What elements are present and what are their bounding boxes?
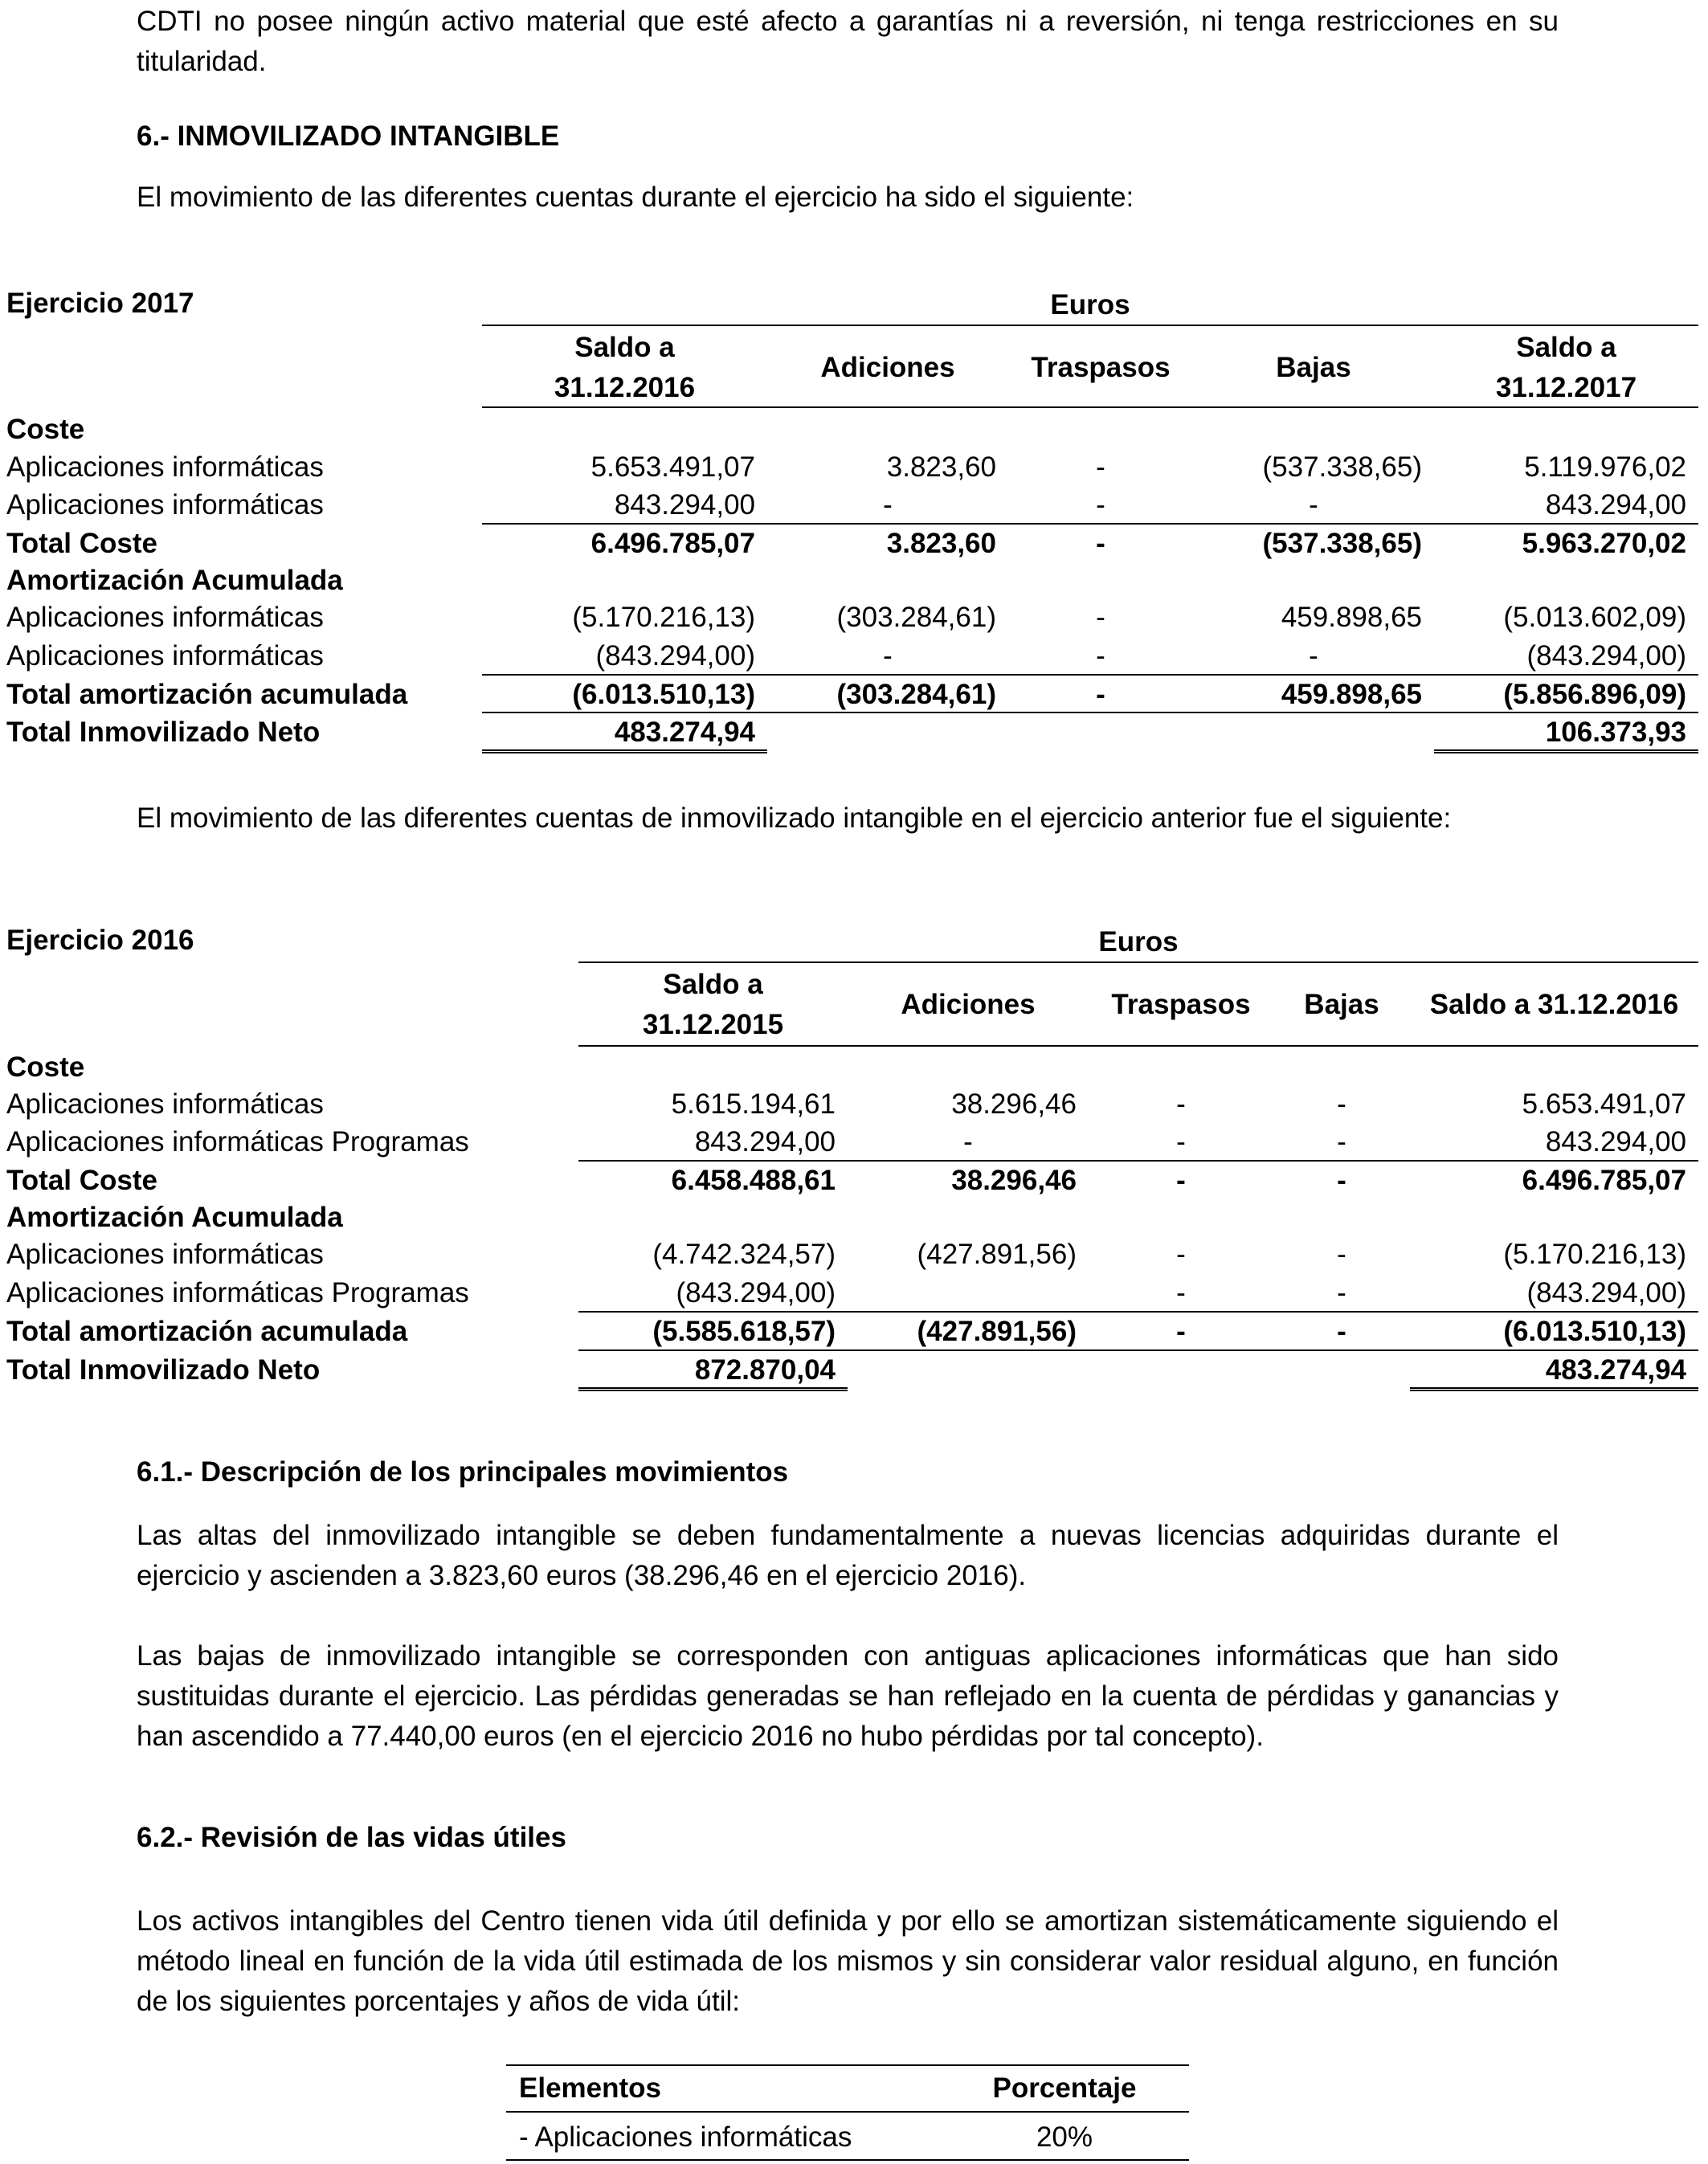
table-2017-row-label: Aplicaciones informáticas — [6, 451, 324, 483]
table-2016-cell: - — [1337, 1088, 1346, 1120]
between-paragraph: El movimiento de las diferentes cuentas de inmovilizado intangible en el ejercicio anterior fue el siguiente: — [137, 802, 1452, 834]
table-2017-cell: 5.963.270,02 — [1522, 528, 1686, 559]
table-2017-col1-line1: Saldo a — [574, 332, 675, 363]
table-2016-row-label: Aplicaciones informáticas — [6, 1239, 324, 1270]
table-2016-col-disposals: Bajas — [1304, 989, 1379, 1020]
table-2016-cell: (427.891,56) — [917, 1316, 1077, 1347]
table-2016-cell: 6.458.488,61 — [671, 1165, 836, 1196]
intro-paragraph: CDTI no posee ningún activo material que esté afecto a garantías ni a reversión, ni tenga restricciones en su titularidad. — [137, 6, 1559, 77]
table-2017-total-rule — [482, 712, 1698, 713]
life-table-top-rule — [506, 2064, 1189, 2066]
table-2017-cell: 843.294,00 — [1545, 489, 1686, 521]
table-2017-cell: (6.013.510,13) — [572, 679, 755, 710]
table-2016-amort-rule — [578, 1311, 1698, 1313]
table-2016-row-label: Aplicaciones informáticas Programas — [6, 1277, 469, 1309]
table-2017-cell: 459.898,65 — [1281, 679, 1422, 710]
table-2017-col5-line2: 31.12.2017 — [1495, 372, 1637, 403]
table-2016-cell: (5.585.618,57) — [652, 1316, 836, 1347]
table-2017-cell: - — [1309, 640, 1318, 672]
table-2017-col5-line1: Saldo a — [1516, 332, 1616, 363]
life-table-bottom-rule — [506, 2159, 1189, 2161]
table-2016-cell: (6.013.510,13) — [1503, 1316, 1686, 1347]
life-table-header-rule — [506, 2111, 1189, 2113]
table-2016-cell: (427.891,56) — [917, 1239, 1077, 1270]
subsection-6-2-paragraph: Los activos intangibles del Centro tienen vida útil definida y por ello se amortizan sistemáticamente siguiendo el método lineal en función de la vida útil estimada de los mismos y sin considerar valor residual alguno, en función de los siguientes porcentajes y años de vida útil: — [137, 1905, 1559, 2017]
table-2017-row-label: Coste — [6, 414, 85, 445]
table-2017-row-label: Aplicaciones informáticas — [6, 640, 324, 672]
table-2017-row-label: Aplicaciones informáticas — [6, 602, 324, 633]
table-2017-cell: 6.496.785,07 — [590, 528, 755, 559]
table-2016-currency: Euros — [1098, 926, 1179, 957]
table-2017-cell: - — [1096, 528, 1105, 559]
table-2016-cell: - — [1176, 1126, 1186, 1158]
table-2017-cost-rule — [482, 523, 1698, 525]
table-2016-net-double-rule — [578, 1387, 848, 1391]
subsection-6-2-title: 6.2.- Revisión de las vidas útiles — [137, 1822, 566, 1853]
table-2017-cell: (537.338,65) — [1262, 451, 1422, 483]
table-2016-cell: 38.296,46 — [951, 1165, 1077, 1196]
table-2016-col1-line1: Saldo a — [663, 969, 763, 1000]
table-2017-cell: (303.284,61) — [836, 679, 996, 710]
table-2016-cell: - — [1337, 1239, 1346, 1270]
table-2016-cell: 483.274,94 — [1545, 1354, 1686, 1386]
table-2017-subheader-rule — [482, 406, 1698, 408]
table-2016-cell: - — [1337, 1277, 1346, 1309]
table-2017-cell: - — [883, 640, 893, 672]
table-2017-cell: - — [1309, 489, 1318, 521]
section-title: 6.- INMOVILIZADO INTANGIBLE — [137, 120, 560, 152]
table-2017-row-label: Total amortización acumulada — [6, 679, 408, 710]
table-2016-row-label: Total Inmovilizado Neto — [6, 1354, 321, 1386]
table-2017-cell: - — [1096, 640, 1105, 672]
table-2016-cell: - — [1337, 1316, 1346, 1347]
table-2017-col1-line2: 31.12.2016 — [554, 372, 696, 403]
table-2017-cell: - — [1096, 451, 1105, 483]
table-2016-cost-rule — [578, 1160, 1698, 1162]
table-2016-cell: - — [1176, 1088, 1186, 1120]
table-2016-total-rule — [578, 1349, 1698, 1351]
table-2016-cell: - — [1337, 1126, 1346, 1158]
table-2017-cell: (303.284,61) — [836, 602, 996, 633]
table-2016-cell: - — [963, 1126, 973, 1158]
table-2017-cell: 843.294,00 — [614, 489, 755, 521]
table-2017-row-label: Aplicaciones informáticas — [6, 489, 324, 521]
life-table-col-elements: Elementos — [519, 2072, 661, 2104]
table-2016-col-balance: Saldo a 31.12.2016 — [1429, 989, 1679, 1020]
table-2017-row-label: Amortización Acumulada — [6, 565, 343, 596]
table-2016-cell: 38.296,46 — [951, 1088, 1077, 1120]
table-2016-cell: 872.870,04 — [694, 1354, 836, 1386]
table-2016-cell: - — [1337, 1165, 1346, 1196]
table-2016-col-additions: Adiciones — [901, 989, 1036, 1020]
table-2016-cell: 5.615.194,61 — [671, 1088, 836, 1120]
table-2016-row-label: Coste — [6, 1051, 85, 1083]
table-2017-cell: 3.823,60 — [886, 528, 996, 559]
table-2017-cell: (843.294,00) — [595, 640, 755, 672]
life-table-col-percentage: Porcentaje — [992, 2072, 1137, 2104]
table-2017-cell: - — [1096, 679, 1105, 710]
table-2016-cell: 5.653.491,07 — [1522, 1088, 1686, 1120]
table-2016-cell: 6.496.785,07 — [1522, 1165, 1686, 1196]
table-2017-cell: (537.338,65) — [1262, 528, 1422, 559]
table-2017-header-rule — [482, 325, 1698, 326]
life-table-row-value: 20% — [1036, 2121, 1093, 2153]
table-2017-cell: 5.653.491,07 — [590, 451, 755, 483]
subsection-6-1-paragraph-1: Las altas del inmovilizado intangible se deben fundamentalmente a nuevas licencias adquiridas durante el ejercicio y ascienden a 3.823,60 euros (38.296,46 en el ejercicio 2016). — [137, 1520, 1559, 1591]
table-2017-cell: (5.856.896,09) — [1503, 679, 1686, 710]
table-2017-col-transfers: Traspasos — [1031, 352, 1171, 383]
table-2017-col-disposals: Bajas — [1276, 352, 1351, 383]
table-2017-col-additions: Adiciones — [820, 352, 955, 383]
table-2017-net-double-rule — [1434, 749, 1698, 753]
table-2016-cell: - — [1176, 1165, 1186, 1196]
table-2016-cell: (5.170.216,13) — [1503, 1239, 1686, 1270]
table-2016-row-label: Amortización Acumulada — [6, 1202, 343, 1233]
table-2017-title: Ejercicio 2017 — [6, 288, 194, 319]
table-2017-cell: 483.274,94 — [614, 717, 755, 748]
table-2016-net-double-rule — [1410, 1387, 1698, 1391]
table-2016-cell: (4.742.324,57) — [652, 1239, 836, 1270]
table-2017-cell: 5.119.976,02 — [1524, 451, 1686, 483]
table-2016-cell: 843.294,00 — [694, 1126, 836, 1158]
table-2017-cell: 106.373,93 — [1545, 717, 1686, 748]
table-2017-cell: - — [1096, 489, 1105, 521]
table-2016-cell: - — [1176, 1316, 1186, 1347]
table-2016-col-transfers: Traspasos — [1111, 989, 1251, 1020]
table-2017-cell: 459.898,65 — [1281, 602, 1422, 633]
section-intro: El movimiento de las diferentes cuentas durante el ejercicio ha sido el siguiente: — [137, 182, 1134, 213]
table-2017-cell: (5.013.602,09) — [1503, 602, 1686, 633]
table-2016-title: Ejercicio 2016 — [6, 925, 194, 956]
table-2016-row-label: Total amortización acumulada — [6, 1316, 408, 1347]
table-2016-subheader-rule — [578, 1045, 1698, 1047]
table-2017-currency: Euros — [1050, 289, 1130, 321]
table-2017-cell: - — [883, 489, 893, 521]
table-2016-cell: 843.294,00 — [1545, 1126, 1686, 1158]
table-2017-row-label: Total Coste — [6, 528, 157, 559]
table-2016-row-label: Aplicaciones informáticas Programas — [6, 1126, 469, 1158]
table-2016-row-label: Aplicaciones informáticas — [6, 1088, 324, 1120]
table-2017-cell: 3.823,60 — [886, 451, 996, 483]
table-2016-cell: (843.294,00) — [676, 1277, 836, 1309]
life-table-row-label: - Aplicaciones informáticas — [519, 2121, 852, 2153]
table-2017-amort-rule — [482, 674, 1698, 676]
table-2016-row-label: Total Coste — [6, 1165, 157, 1196]
subsection-6-1-title: 6.1.- Descripción de los principales movimientos — [137, 1456, 789, 1488]
table-2016-cell: - — [1176, 1239, 1186, 1270]
table-2017-cell: (843.294,00) — [1526, 640, 1686, 672]
table-2016-header-rule — [578, 962, 1698, 963]
table-2017-row-label: Total Inmovilizado Neto — [6, 717, 321, 748]
subsection-6-1-paragraph-2: Las bajas de inmovilizado intangible se corresponden con antiguas aplicaciones informáticas que han sido sustituidas durante el ejercicio. Las pérdidas generadas se han reflejado en la cuenta de pérdidas y ganancias y han ascendido a 77.440,00 euros (en el ejercicio 2016 no hubo pérdidas por tal concepto). — [137, 1640, 1559, 1752]
table-2017-net-double-rule — [482, 749, 767, 753]
table-2016-cell: - — [1176, 1277, 1186, 1309]
table-2017-cell: (5.170.216,13) — [572, 602, 755, 633]
table-2017-cell: - — [1096, 602, 1105, 633]
table-2016-col1-line2: 31.12.2015 — [642, 1009, 784, 1040]
table-2016-cell: (843.294,00) — [1526, 1277, 1686, 1309]
